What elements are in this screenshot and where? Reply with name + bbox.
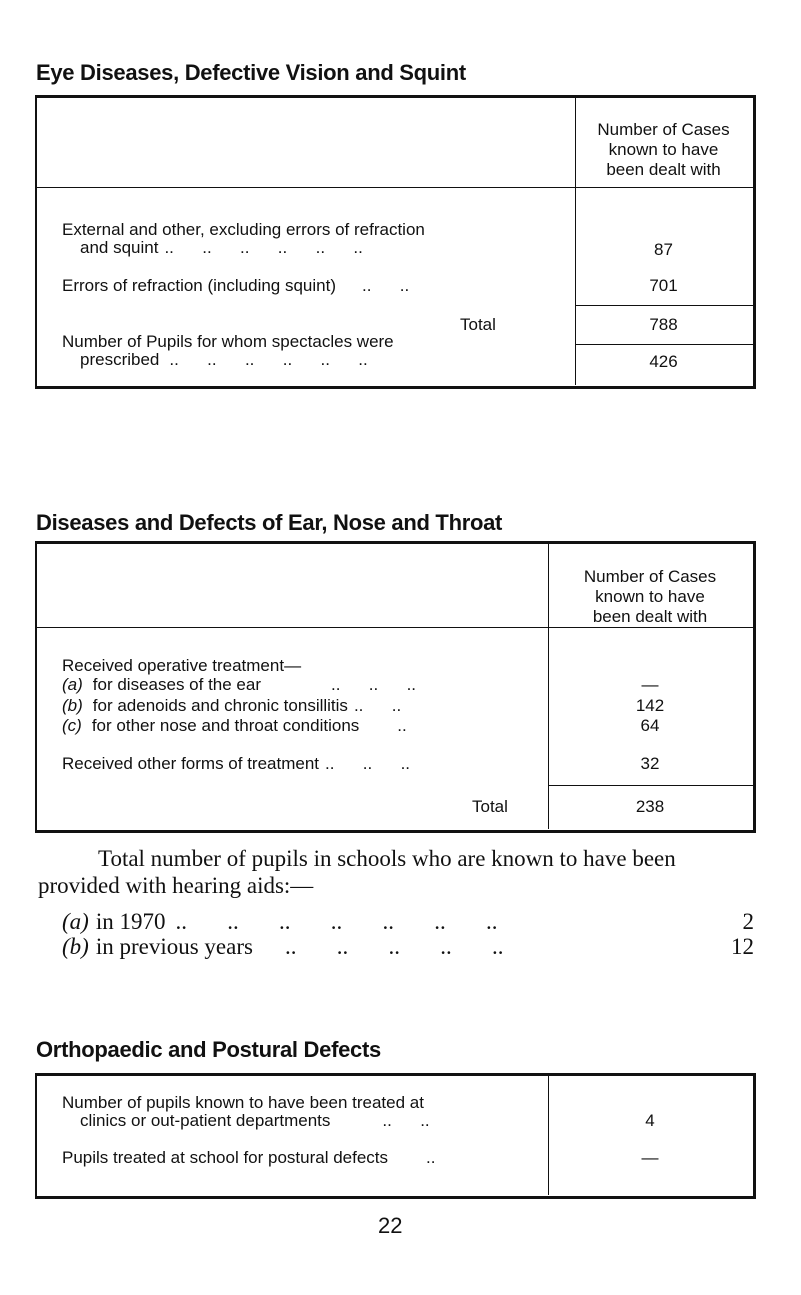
eye-total-value: 788: [649, 315, 678, 334]
eye-row-spectacles-line-2: prescribed .. .. .. .. .. ..: [80, 350, 368, 369]
ent-row-a-value: —: [641, 675, 659, 694]
ent-row-other-value: 32: [640, 754, 660, 773]
ent-header-line-3: been dealt with: [592, 607, 708, 626]
eye-header-line-3: been dealt with: [606, 160, 721, 179]
eye-row-external-line-1: External and other, excluding errors of refraction: [62, 220, 425, 239]
ent-total-top-rule: [548, 785, 753, 786]
page-number: 22: [378, 1213, 403, 1238]
ent-header-line-2: known to have: [595, 587, 705, 606]
ent-section-title: Diseases and Defects of Ear, Nose and Throat: [36, 510, 503, 535]
hearing-item-a-value: 2: [742, 909, 754, 934]
eye-row-refraction-value: 701: [649, 276, 678, 295]
hearing-item-b: (b) in previous years .. .. .. .. ..: [62, 934, 504, 959]
ent-total-label: Total: [472, 797, 508, 816]
eye-header-line-2: known to have: [608, 140, 719, 159]
eye-section-title: Eye Diseases, Defective Vision and Squint: [36, 60, 466, 85]
eye-total-bottom-rule: [575, 344, 753, 345]
ortho-table-column-divider: [548, 1075, 549, 1195]
eye-row-spectacles-line-1: Number of Pupils for whom spectacles were: [62, 332, 394, 351]
eye-row-refraction: Errors of refraction (including squint) .. ..: [62, 276, 410, 295]
ortho-row-clinics-line-1: Number of pupils known to have been treated at: [62, 1093, 424, 1112]
ent-row-b: (b) for adenoids and chronic tonsillitis .. ..: [62, 696, 402, 715]
ent-total-value: 238: [635, 797, 665, 816]
eye-row-spectacles-value: 426: [649, 352, 678, 371]
eye-total-label: Total: [460, 315, 496, 334]
ent-header-divider: [37, 627, 753, 628]
ent-header-line-1: Number of Cases: [583, 567, 717, 586]
hearing-item-b-value: 12: [731, 934, 754, 959]
eye-header-divider: [37, 187, 753, 188]
eye-row-external-value: 87: [654, 240, 673, 259]
eye-row-external-line-2: and squint .. .. .. .. .. ..: [80, 238, 363, 257]
ent-row-b-value: 142: [635, 696, 665, 715]
eye-total-top-rule: [575, 305, 753, 306]
ortho-table: [35, 1073, 756, 1199]
ortho-section-title: Orthopaedic and Postural Defects: [36, 1037, 381, 1062]
ortho-row-clinics-line-2: clinics or out-patient departments .. ..: [80, 1111, 430, 1130]
hearing-paragraph-line-2: provided with hearing aids:—: [38, 873, 314, 898]
hearing-item-a: (a) in 1970 .. .. .. .. .. .. ..: [62, 909, 498, 934]
ortho-row-postural-value: —: [641, 1148, 659, 1167]
ent-row-c: (c) for other nose and throat conditions ..: [62, 716, 407, 735]
ent-row-a: (a) for diseases of the ear .. .. ..: [62, 675, 417, 694]
ortho-row-clinics-value: 4: [645, 1111, 655, 1130]
hearing-paragraph-line-1: Total number of pupils in schools who are known to have been: [98, 846, 676, 871]
ent-group-label: Received operative treatment—: [62, 656, 302, 675]
ent-row-other: Received other forms of treatment .. .. ..: [62, 754, 411, 773]
ent-row-c-value: 64: [640, 716, 660, 735]
eye-header-line-1: Number of Cases: [597, 120, 730, 139]
ortho-row-postural: Pupils treated at school for postural defects ..: [62, 1148, 436, 1167]
